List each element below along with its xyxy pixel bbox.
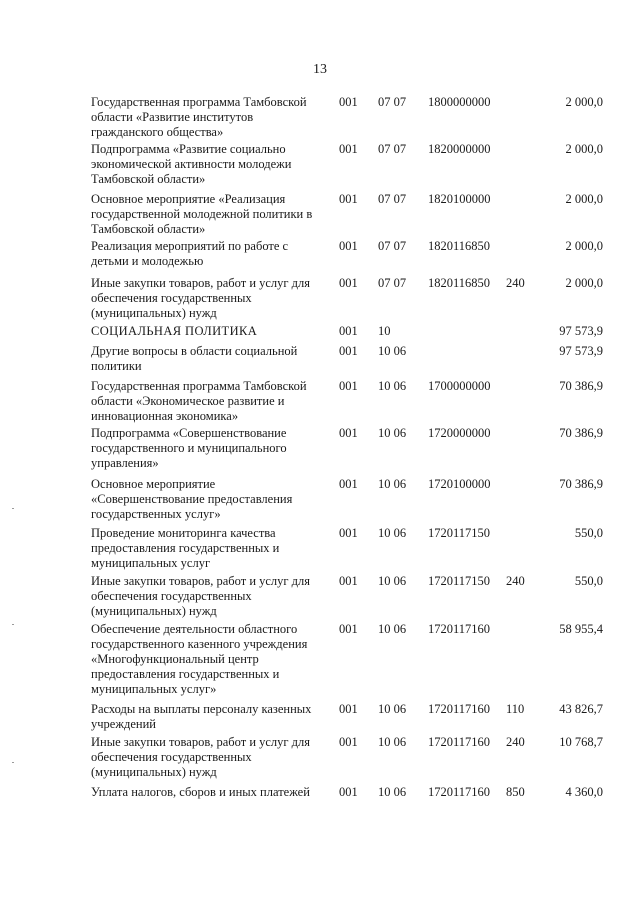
page-number: 13 xyxy=(313,62,327,77)
row-name: Подпрограмма «Совершенствование государственного и муниципального управления» xyxy=(91,426,287,470)
row-target-code: 1700000000 xyxy=(428,379,491,393)
row-name: Проведение мониторинга качества предоставления государственных и муниципальных услуг xyxy=(91,526,280,570)
row-ministry-code: 001 xyxy=(339,192,358,206)
row-amount: 10 768,7 xyxy=(559,735,603,749)
row-target-code: 1820000000 xyxy=(428,142,491,156)
row-expense-code: 850 xyxy=(506,785,525,799)
row-amount: 70 386,9 xyxy=(559,379,603,393)
row-ministry-code: 001 xyxy=(339,276,358,290)
row-section-code: 10 06 xyxy=(378,622,407,636)
row-name: Обеспечение деятельности областного государственного казенного учреждения «Многофункциональный центр предоставления государственных и муниципальных услуг» xyxy=(91,622,308,696)
table-row xyxy=(0,239,640,276)
table-row xyxy=(0,622,640,702)
row-amount: 550,0 xyxy=(574,526,603,540)
row-target-code: 1720000000 xyxy=(428,426,491,440)
row-target-code: 1720117150 xyxy=(428,526,491,540)
row-amount: 2 000,0 xyxy=(565,95,603,109)
table-row xyxy=(0,477,640,526)
row-amount: 4 360,0 xyxy=(565,785,603,799)
table-row xyxy=(0,379,640,426)
row-target-code: 1720100000 xyxy=(428,477,491,491)
row-target-code: 1720117160 xyxy=(428,785,491,799)
row-section-code: 10 06 xyxy=(378,702,407,716)
row-amount: 2 000,0 xyxy=(565,276,603,290)
row-ministry-code: 001 xyxy=(339,142,358,156)
row-name: Иные закупки товаров, работ и услуг для обеспечения государственных (муниципальных) нужд xyxy=(91,574,311,618)
row-section-code: 10 06 xyxy=(378,426,407,440)
row-ministry-code: 001 xyxy=(339,574,358,588)
row-section-code: 07 07 xyxy=(378,192,407,206)
row-amount: 70 386,9 xyxy=(559,426,603,440)
table-row xyxy=(0,192,640,239)
table-row xyxy=(0,735,640,785)
row-target-code: 1720117160 xyxy=(428,622,491,636)
row-name: Расходы на выплаты персоналу казенных учреждений xyxy=(91,702,312,731)
budget-table xyxy=(0,95,640,819)
row-section-code: 10 06 xyxy=(378,379,407,393)
row-amount: 43 826,7 xyxy=(559,702,603,716)
table-row xyxy=(0,276,640,324)
row-amount: 550,0 xyxy=(574,574,603,588)
row-ministry-code: 001 xyxy=(339,379,358,393)
row-section-code: 07 07 xyxy=(378,95,407,109)
row-section-code: 07 07 xyxy=(378,276,407,290)
row-target-code: 1800000000 xyxy=(428,95,491,109)
row-amount: 70 386,9 xyxy=(559,477,603,491)
row-target-code: 1820100000 xyxy=(428,192,491,206)
row-name: Иные закупки товаров, работ и услуг для обеспечения государственных (муниципальных) нужд xyxy=(91,735,311,779)
row-ministry-code: 001 xyxy=(339,702,358,716)
row-ministry-code: 001 xyxy=(339,735,358,749)
table-row xyxy=(0,95,640,142)
row-ministry-code: 001 xyxy=(339,239,358,253)
row-name: Другие вопросы в области социальной политики xyxy=(91,344,298,373)
row-section-code: 10 06 xyxy=(378,785,407,799)
scan-artifact xyxy=(12,762,14,763)
table-row xyxy=(0,526,640,574)
row-ministry-code: 001 xyxy=(339,95,358,109)
table-row xyxy=(0,324,640,344)
row-ministry-code: 001 xyxy=(339,526,358,540)
row-name: Основное мероприятие «Совершенствование предоставления государственных услуг» xyxy=(91,477,293,521)
row-amount: 97 573,9 xyxy=(559,324,603,338)
row-name: Государственная программа Тамбовской области «Развитие институтов гражданского общества» xyxy=(91,95,307,139)
row-expense-code: 240 xyxy=(506,735,525,749)
row-section-code: 10 06 xyxy=(378,477,407,491)
row-name: Уплата налогов, сборов и иных платежей xyxy=(91,785,310,799)
table-row xyxy=(0,574,640,622)
row-amount: 2 000,0 xyxy=(565,239,603,253)
row-expense-code: 240 xyxy=(506,574,525,588)
table-row xyxy=(0,344,640,379)
row-expense-code: 240 xyxy=(506,276,525,290)
row-amount: 2 000,0 xyxy=(565,142,603,156)
row-section-code: 10 06 xyxy=(378,574,407,588)
table-row xyxy=(0,426,640,477)
row-expense-code: 110 xyxy=(506,702,525,716)
table-row xyxy=(0,702,640,735)
row-amount: 2 000,0 xyxy=(565,192,603,206)
row-ministry-code: 001 xyxy=(339,426,358,440)
row-name: Реализация мероприятий по работе с детьми и молодежью xyxy=(91,239,289,268)
row-section-code: 10 xyxy=(378,324,391,338)
scan-artifact xyxy=(12,624,14,625)
row-amount: 97 573,9 xyxy=(559,344,603,358)
row-name: Основное мероприятие «Реализация государственной молодежной политики в Тамбовской области» xyxy=(91,192,313,236)
row-section-code: 07 07 xyxy=(378,142,407,156)
row-ministry-code: 001 xyxy=(339,622,358,636)
row-target-code: 1720117160 xyxy=(428,735,491,749)
row-ministry-code: 001 xyxy=(339,477,358,491)
row-name: СОЦИАЛЬНАЯ ПОЛИТИКА xyxy=(91,324,258,338)
row-target-code: 1820116850 xyxy=(428,239,491,253)
row-section-code: 07 07 xyxy=(378,239,407,253)
row-target-code: 1720117160 xyxy=(428,702,491,716)
row-ministry-code: 001 xyxy=(339,344,358,358)
row-amount: 58 955,4 xyxy=(559,622,603,636)
scan-artifact xyxy=(12,508,14,509)
row-section-code: 10 06 xyxy=(378,526,407,540)
row-ministry-code: 001 xyxy=(339,324,358,338)
row-ministry-code: 001 xyxy=(339,785,358,799)
row-name: Государственная программа Тамбовской области «Экономическое развитие и инновационная экономика» xyxy=(91,379,307,423)
table-row xyxy=(0,142,640,192)
row-target-code: 1820116850 xyxy=(428,276,491,290)
row-name: Иные закупки товаров, работ и услуг для обеспечения государственных (муниципальных) нужд xyxy=(91,276,311,320)
table-row xyxy=(0,785,640,819)
row-section-code: 10 06 xyxy=(378,344,407,358)
row-name: Подпрограмма «Развитие социально экономической активности молодежи Тамбовской области» xyxy=(91,142,292,186)
row-target-code: 1720117150 xyxy=(428,574,491,588)
row-section-code: 10 06 xyxy=(378,735,407,749)
